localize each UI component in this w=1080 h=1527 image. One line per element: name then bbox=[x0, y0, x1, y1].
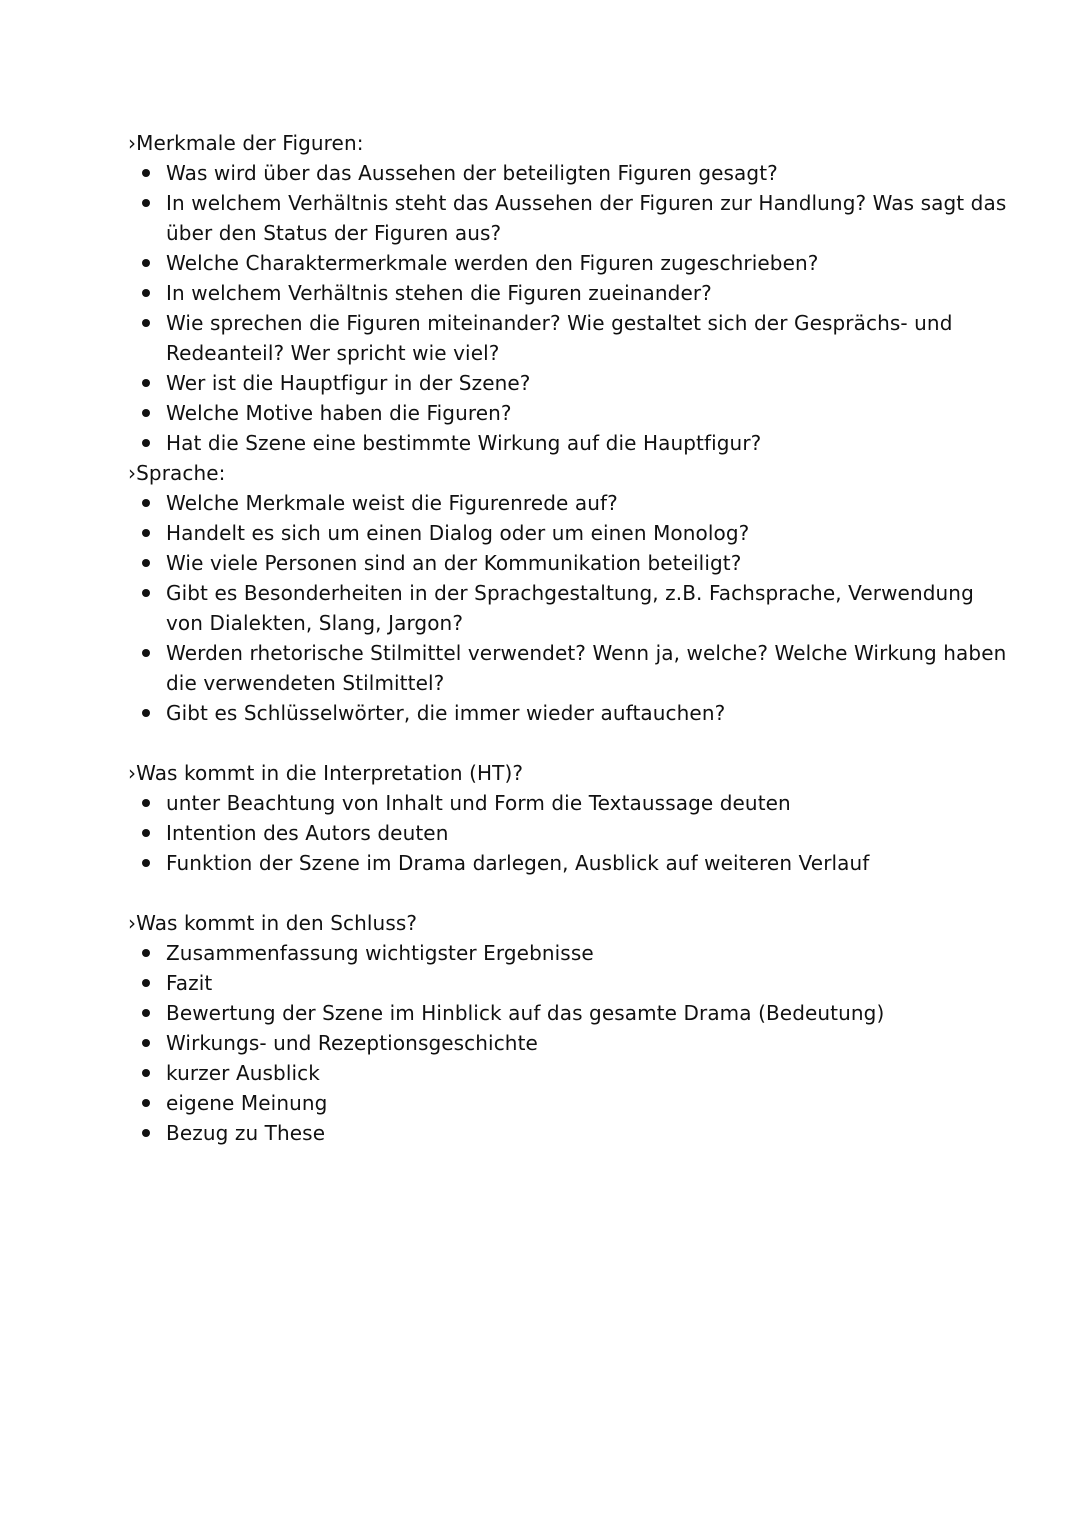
list-item bbox=[128, 818, 1008, 848]
bullet-icon bbox=[142, 1129, 150, 1137]
list-item-text: Was wird über das Aussehen der beteiligten Figuren gesagt? bbox=[166, 161, 778, 185]
list-item-text: Gibt es Besonderheiten in der Sprachgestaltung, z.B. Fachsprache, Verwendung von Dialekten, Slang, Jargon? bbox=[166, 581, 974, 635]
list-item bbox=[128, 278, 1008, 308]
list-item bbox=[128, 788, 1008, 818]
bullet-icon bbox=[142, 799, 150, 807]
list-item-text: Wie viele Personen sind an der Kommunikation beteiligt? bbox=[166, 551, 742, 575]
bullet-icon bbox=[142, 1009, 150, 1017]
list-item-text: Bezug zu These bbox=[166, 1121, 326, 1145]
list-item bbox=[128, 1088, 1008, 1118]
list-item bbox=[128, 578, 1008, 638]
list-item bbox=[128, 398, 1008, 428]
list-item-text: Gibt es Schlüsselwörter, die immer wieder auftauchen? bbox=[166, 701, 726, 725]
bullet-icon bbox=[142, 499, 150, 507]
list-item-text: Handelt es sich um einen Dialog oder um einen Monolog? bbox=[166, 521, 750, 545]
bullet-icon bbox=[142, 1069, 150, 1077]
bullet-list bbox=[128, 158, 1008, 458]
bullet-icon bbox=[142, 649, 150, 657]
bullet-list bbox=[128, 938, 1008, 1148]
section-spacer bbox=[128, 878, 1008, 908]
section-schluss bbox=[128, 908, 1008, 1148]
bullet-icon bbox=[142, 1099, 150, 1107]
list-item bbox=[128, 998, 1008, 1028]
list-item-text: Welche Charaktermerkmale werden den Figuren zugeschrieben? bbox=[166, 251, 819, 275]
bullet-icon bbox=[142, 289, 150, 297]
list-item bbox=[128, 368, 1008, 398]
list-item-text: Zusammenfassung wichtigster Ergebnisse bbox=[166, 941, 594, 965]
section-heading: ›Was kommt in den Schluss? bbox=[128, 911, 418, 935]
bullet-list bbox=[128, 788, 1008, 878]
list-item bbox=[128, 428, 1008, 458]
list-item bbox=[128, 308, 1008, 368]
list-item-text: Bewertung der Szene im Hinblick auf das gesamte Drama (Bedeutung) bbox=[166, 1001, 885, 1025]
list-item-text: eigene Meinung bbox=[166, 1091, 328, 1115]
list-item bbox=[128, 638, 1008, 698]
list-item-text: unter Beachtung von Inhalt und Form die Textaussage deuten bbox=[166, 791, 791, 815]
bullet-icon bbox=[142, 949, 150, 957]
section-merkmale-der-figuren bbox=[128, 128, 1008, 458]
list-item bbox=[128, 1118, 1008, 1148]
list-item bbox=[128, 938, 1008, 968]
section-interpretation bbox=[128, 758, 1008, 878]
list-item bbox=[128, 188, 1008, 248]
list-item-text: Wer ist die Hauptfigur in der Szene? bbox=[166, 371, 531, 395]
bullet-icon bbox=[142, 169, 150, 177]
list-item-text: Wirkungs- und Rezeptionsgeschichte bbox=[166, 1031, 538, 1055]
list-item-text: Welche Motive haben die Figuren? bbox=[166, 401, 512, 425]
list-item-text: Welche Merkmale weist die Figurenrede auf? bbox=[166, 491, 618, 515]
list-item-text: In welchem Verhältnis stehen die Figuren zueinander? bbox=[166, 281, 712, 305]
bullet-icon bbox=[142, 259, 150, 267]
list-item bbox=[128, 518, 1008, 548]
section-heading: ›Merkmale der Figuren: bbox=[128, 131, 364, 155]
list-item bbox=[128, 698, 1008, 728]
list-item-text: Funktion der Szene im Drama darlegen, Ausblick auf weiteren Verlauf bbox=[166, 851, 870, 875]
bullet-icon bbox=[142, 319, 150, 327]
bullet-icon bbox=[142, 979, 150, 987]
bullet-icon bbox=[142, 529, 150, 537]
bullet-icon bbox=[142, 559, 150, 567]
list-item-text: Intention des Autors deuten bbox=[166, 821, 449, 845]
list-item bbox=[128, 548, 1008, 578]
bullet-icon bbox=[142, 829, 150, 837]
list-item bbox=[128, 1028, 1008, 1058]
list-item bbox=[128, 968, 1008, 998]
list-item bbox=[128, 488, 1008, 518]
list-item-text: kurzer Ausblick bbox=[166, 1061, 320, 1085]
bullet-icon bbox=[142, 409, 150, 417]
bullet-icon bbox=[142, 859, 150, 867]
list-item-text: Werden rhetorische Stilmittel verwendet? Wenn ja, welche? Welche Wirkung haben die verwendeten Stilmittel? bbox=[166, 641, 1007, 695]
bullet-icon bbox=[142, 589, 150, 597]
list-item-text: Wie sprechen die Figuren miteinander? Wie gestaltet sich der Gesprächs- und Redeanteil? Wer spricht wie viel? bbox=[166, 311, 953, 365]
list-item-text: Hat die Szene eine bestimmte Wirkung auf die Hauptfigur? bbox=[166, 431, 762, 455]
section-sprache bbox=[128, 458, 1008, 728]
bullet-list bbox=[128, 488, 1008, 728]
bullet-icon bbox=[142, 439, 150, 447]
list-item-text: In welchem Verhältnis steht das Aussehen der Figuren zur Handlung? Was sagt das über den Status der Figuren aus? bbox=[166, 191, 1007, 245]
bullet-icon bbox=[142, 709, 150, 717]
list-item bbox=[128, 158, 1008, 188]
list-item bbox=[128, 1058, 1008, 1088]
section-heading: ›Sprache: bbox=[128, 461, 226, 485]
bullet-icon bbox=[142, 199, 150, 207]
list-item-text: Fazit bbox=[166, 971, 213, 995]
list-item bbox=[128, 248, 1008, 278]
bullet-icon bbox=[142, 379, 150, 387]
list-item bbox=[128, 848, 1008, 878]
bullet-icon bbox=[142, 1039, 150, 1047]
section-heading: ›Was kommt in die Interpretation (HT)? bbox=[128, 761, 524, 785]
document-content bbox=[128, 128, 1008, 1148]
section-spacer bbox=[128, 728, 1008, 758]
